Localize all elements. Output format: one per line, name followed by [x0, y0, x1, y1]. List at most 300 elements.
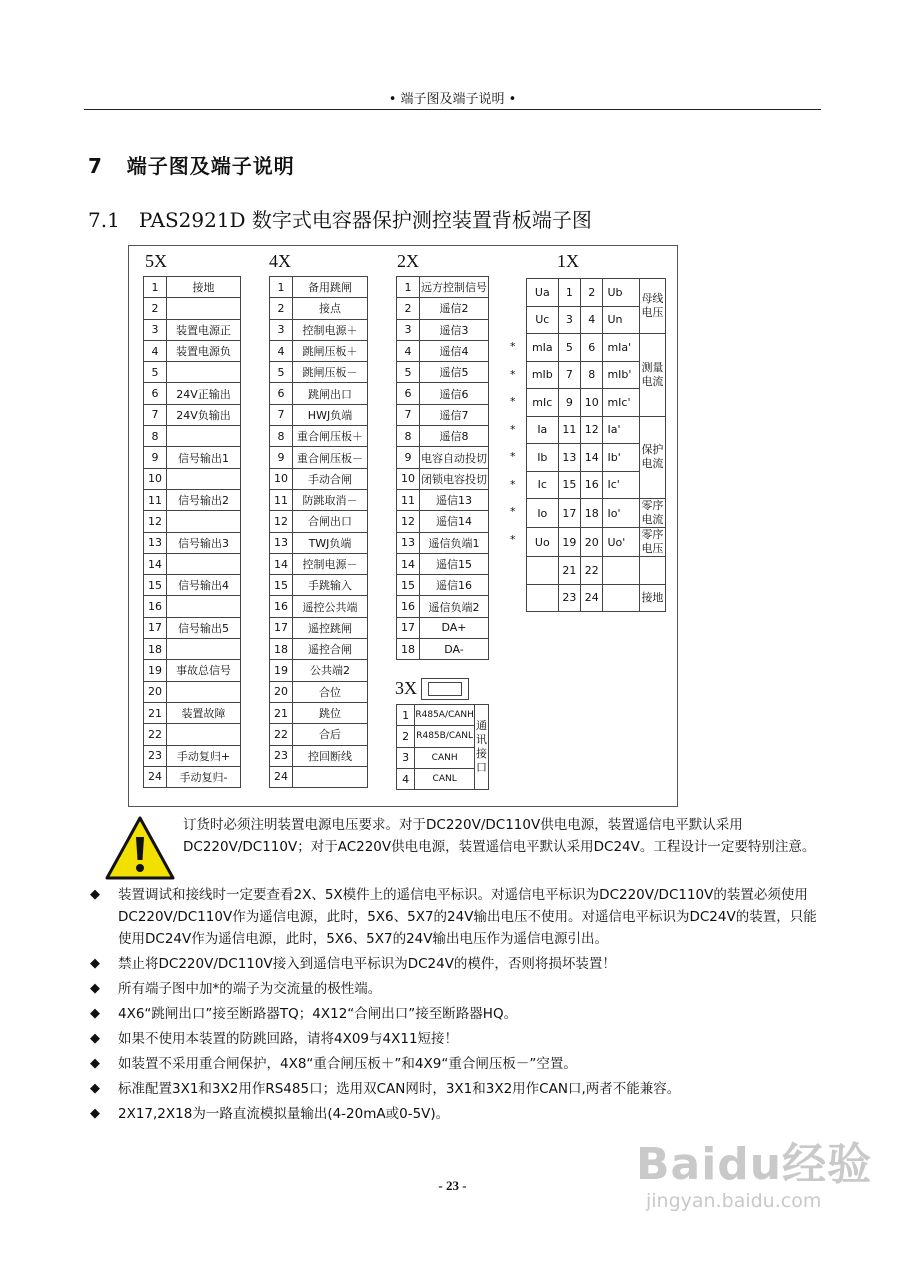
terminal-row	[397, 489, 489, 510]
block-4x-table	[269, 276, 368, 788]
group-label: 测量电流	[639, 334, 665, 417]
terminal-label	[167, 639, 241, 660]
terminal-row	[527, 499, 666, 528]
terminal-label: 遥信7	[420, 404, 489, 425]
terminal-number: 4	[397, 768, 415, 789]
terminal-number: 2	[397, 726, 415, 747]
polarity-star: *	[510, 340, 516, 353]
terminal-label: 合后	[293, 724, 368, 745]
terminal-number: 13	[397, 532, 420, 553]
block-1x-label: 1X	[557, 251, 579, 271]
signal-label	[527, 557, 559, 585]
terminal-row	[270, 511, 368, 532]
terminal-number: 8	[144, 426, 167, 447]
terminal-row	[397, 705, 489, 726]
terminal-number: 17	[397, 617, 420, 638]
signal-label: Io'	[603, 499, 639, 528]
terminal-number: 17	[144, 617, 167, 638]
bullet-diamond-icon: ◆	[90, 1081, 100, 1096]
polarity-star: *	[510, 367, 516, 381]
terminal-row	[144, 383, 241, 404]
signal-label: Ia'	[603, 416, 639, 444]
terminal-row	[397, 553, 489, 574]
terminal-row	[144, 468, 241, 489]
terminal-row	[270, 340, 368, 361]
terminal-number: 13	[144, 532, 167, 553]
terminal-row	[144, 702, 241, 723]
terminal-label: R485B/CANL	[415, 726, 475, 747]
terminal-number: 1	[558, 279, 580, 307]
terminal-number: 17	[558, 499, 580, 528]
terminal-label: HWJ负端	[293, 404, 368, 425]
terminal-label: 重合闸压板－	[293, 447, 368, 468]
polarity-star: *	[510, 505, 516, 518]
terminal-label: 信号输出1	[167, 447, 241, 468]
terminal-label: 跳位	[293, 702, 368, 723]
terminal-number: 23	[144, 745, 167, 766]
bullet-diamond-icon: ◆	[90, 956, 100, 971]
terminal-row	[527, 584, 666, 612]
terminal-number: 2	[397, 298, 420, 319]
signal-label: Ic	[527, 471, 559, 499]
connector-3x-icon	[421, 678, 469, 700]
warning-text: 订货时必须注明装置电源电压要求。对于DC220V/DC110V供电电源，装置遥信电平默认采用DC220V/DC110V；对于AC220V供电电源，装置遥信电平默认采用DC24V。工程设计一定要特别注意。	[183, 817, 816, 855]
terminal-label: 控制电源＋	[293, 319, 368, 340]
terminal-number: 12	[397, 511, 420, 532]
terminal-label: 24V正输出	[167, 383, 241, 404]
terminal-row	[144, 426, 241, 447]
terminal-row	[270, 617, 368, 638]
terminal-label: 信号输出5	[167, 617, 241, 638]
terminal-row	[144, 575, 241, 596]
terminal-number: 14	[581, 444, 603, 472]
terminal-row	[397, 617, 489, 638]
terminal-number: 1	[397, 705, 415, 726]
group-label: 零序电压	[639, 528, 665, 557]
terminal-row	[270, 745, 368, 766]
terminal-label: 遥信负端2	[420, 596, 489, 617]
signal-label: Ib	[527, 444, 559, 472]
note-item	[88, 1103, 828, 1125]
terminal-number: 23	[270, 745, 293, 766]
terminal-label: 遥控公共端	[293, 596, 368, 617]
group-label: 零序电流	[639, 499, 665, 528]
note-item	[88, 1028, 828, 1050]
terminal-number: 11	[144, 489, 167, 510]
terminal-row	[270, 532, 368, 553]
terminal-number: 6	[144, 383, 167, 404]
signal-label: Ic'	[603, 471, 639, 499]
terminal-label: 事故总信号	[167, 660, 241, 681]
terminal-label	[167, 468, 241, 489]
terminal-row	[144, 766, 241, 787]
terminal-label: 电容自动投切	[420, 447, 489, 468]
group-label: 保护电流	[639, 416, 665, 499]
terminal-row	[397, 575, 489, 596]
terminal-row	[144, 660, 241, 681]
terminal-number: 6	[270, 383, 293, 404]
terminal-number: 3	[397, 319, 420, 340]
terminal-row	[270, 660, 368, 681]
terminal-label: 闭锁电容投切	[420, 468, 489, 489]
terminal-number: 6	[581, 334, 603, 362]
terminal-number: 1	[270, 277, 293, 298]
terminal-number: 15	[270, 575, 293, 596]
terminal-number: 15	[144, 575, 167, 596]
terminal-row	[397, 468, 489, 489]
terminal-row	[144, 639, 241, 660]
running-header: • 端子图及端子说明 •	[388, 92, 517, 107]
block-2x-label: 2X	[397, 251, 419, 271]
terminal-label: 合位	[293, 681, 368, 702]
signal-label: mIa'	[603, 334, 639, 362]
terminal-row	[270, 766, 368, 787]
terminal-label	[167, 362, 241, 383]
bullet-diamond-icon: ◆	[90, 887, 100, 902]
terminal-number: 22	[581, 557, 603, 585]
terminal-label: 跳闸出口	[293, 383, 368, 404]
terminal-number: 6	[397, 383, 420, 404]
terminal-label: 24V负输出	[167, 404, 241, 425]
terminal-row	[270, 383, 368, 404]
signal-label: Io	[527, 499, 559, 528]
terminal-number: 9	[558, 389, 580, 417]
terminal-label	[167, 724, 241, 745]
terminal-number: 21	[144, 702, 167, 723]
block-5x-table	[143, 276, 241, 788]
terminal-row	[397, 298, 489, 319]
signal-label: mIa	[527, 334, 559, 362]
terminal-row	[527, 416, 666, 444]
watermark-url: jingyan.baidu.com	[646, 1190, 822, 1212]
polarity-star: *	[510, 395, 516, 408]
terminal-number: 11	[270, 489, 293, 510]
terminal-row	[397, 639, 489, 660]
terminal-number: 14	[397, 553, 420, 574]
terminal-row	[397, 319, 489, 340]
terminal-number: 10	[581, 389, 603, 417]
terminal-number: 5	[270, 362, 293, 383]
terminal-label: 遥信5	[420, 362, 489, 383]
terminal-row	[397, 532, 489, 553]
terminal-row	[397, 426, 489, 447]
terminal-label: 装置电源负	[167, 340, 241, 361]
terminal-number: 20	[144, 681, 167, 702]
terminal-row	[397, 447, 489, 468]
terminal-label: 公共端2	[293, 660, 368, 681]
terminal-number: 13	[270, 532, 293, 553]
terminal-row	[144, 532, 241, 553]
terminal-row	[144, 340, 241, 361]
terminal-label: DA+	[420, 617, 489, 638]
terminal-label: 合闸出口	[293, 511, 368, 532]
note-item	[88, 953, 828, 975]
terminal-number: 16	[144, 596, 167, 617]
note-text: 2X17,2X18为一路直流模拟量输出(4-20mA或0-5V)。	[118, 1106, 450, 1122]
terminal-number: 4	[270, 340, 293, 361]
terminal-label	[167, 681, 241, 702]
terminal-row	[270, 596, 368, 617]
terminal-row	[270, 277, 368, 298]
terminal-row	[144, 511, 241, 532]
block-4x-label: 4X	[269, 251, 291, 271]
page-number: - 23 -	[438, 1178, 467, 1193]
signal-label: Ub	[603, 279, 639, 307]
terminal-label: 信号输出2	[167, 489, 241, 510]
terminal-label	[167, 511, 241, 532]
terminal-row	[527, 528, 666, 557]
terminal-row	[144, 681, 241, 702]
terminal-number: 14	[144, 553, 167, 574]
terminal-number: 3	[397, 747, 415, 768]
terminal-number: 20	[581, 528, 603, 557]
terminal-number: 15	[558, 471, 580, 499]
terminal-number: 16	[581, 471, 603, 499]
watermark-brand: Baidu经验	[636, 1139, 873, 1190]
terminal-label: 跳闸压板＋	[293, 340, 368, 361]
signal-label: Ua	[527, 279, 559, 307]
terminal-label: 遥控合闸	[293, 639, 368, 660]
terminal-number: 3	[558, 306, 580, 334]
terminal-label: 遥信6	[420, 383, 489, 404]
terminal-number: 9	[397, 447, 420, 468]
note-item	[88, 1078, 828, 1100]
note-text: 装置调试和接线时一定要查看2X、5X模件上的遥信电平标识。对遥信电平标识为DC220V/DC110V的装置必须使用DC220V/DC110V作为遥信电源，此时，5X6、5X7的24V输出电压不使用。对遥信电平标识为DC24V的装置，只能使用DC24V作为遥信电源，此时，5X6、5X7的24V输出电压作为遥信电源引出。	[118, 887, 817, 947]
note-text: 4X6“跳闸出口”接至断路器TQ；4X12“合闸出口”接至断路器HQ。	[118, 1006, 518, 1022]
terminal-row	[144, 724, 241, 745]
terminal-number: 24	[581, 584, 603, 612]
bullet-diamond-icon: ◆	[90, 1056, 100, 1071]
terminal-row	[527, 557, 666, 585]
terminal-label: 备用跳闸	[293, 277, 368, 298]
terminal-label	[167, 596, 241, 617]
signal-label: Uo	[527, 528, 559, 557]
terminal-label: 信号输出4	[167, 575, 241, 596]
watermark	[636, 1140, 896, 1260]
terminal-number: 4	[144, 340, 167, 361]
terminal-label: 跳闸压板－	[293, 362, 368, 383]
terminal-number: 12	[270, 511, 293, 532]
signal-label: mIb'	[603, 361, 639, 389]
terminal-row	[397, 383, 489, 404]
terminal-row	[270, 319, 368, 340]
terminal-row	[144, 319, 241, 340]
bullet-diamond-icon: ◆	[90, 1006, 100, 1021]
terminal-number: 7	[558, 361, 580, 389]
signal-label: Uo'	[603, 528, 639, 557]
signal-label	[527, 584, 559, 612]
terminal-label: 信号输出3	[167, 532, 241, 553]
terminal-label: 遥信负端1	[420, 532, 489, 553]
terminal-row	[144, 489, 241, 510]
note-text: 如果不使用本装置的防跳回路，请将4X09与4X11短接！	[118, 1031, 459, 1047]
polarity-star: *	[510, 422, 516, 436]
terminal-number: 9	[270, 447, 293, 468]
note-item	[88, 978, 828, 1000]
terminal-label: 远方控制信号	[420, 277, 489, 298]
note-text: 标准配置3X1和3X2用作RS485口；选用双CAN网时，3X1和3X2用作CAN口,两者不能兼容。	[118, 1081, 681, 1097]
terminal-row	[270, 447, 368, 468]
terminal-number: 19	[270, 660, 293, 681]
terminal-number: 3	[270, 319, 293, 340]
polarity-star: *	[510, 477, 516, 491]
signal-label: Ia	[527, 416, 559, 444]
block-3x-label: 3X	[395, 678, 417, 698]
terminal-diagram	[128, 245, 678, 807]
terminal-number: 23	[558, 584, 580, 612]
group-label	[639, 557, 665, 585]
terminal-number: 5	[397, 362, 420, 383]
terminal-label	[167, 553, 241, 574]
terminal-number: 20	[270, 681, 293, 702]
signal-label: mIc'	[603, 389, 639, 417]
terminal-number: 10	[270, 468, 293, 489]
terminal-number: 5	[144, 362, 167, 383]
terminal-row	[397, 277, 489, 298]
terminal-row	[397, 340, 489, 361]
terminal-number: 21	[558, 557, 580, 585]
terminal-label: 遥信2	[420, 298, 489, 319]
terminal-label: 遥信15	[420, 553, 489, 574]
terminal-number: 24	[270, 766, 293, 787]
terminal-label: 手跳输入	[293, 575, 368, 596]
terminal-number: 1	[397, 277, 420, 298]
terminal-label: TWJ负端	[293, 532, 368, 553]
terminal-row	[527, 279, 666, 307]
terminal-label: DA-	[420, 639, 489, 660]
terminal-row	[397, 596, 489, 617]
terminal-number: 7	[270, 404, 293, 425]
terminal-label: 遥信8	[420, 426, 489, 447]
notes-list	[88, 884, 828, 1128]
terminal-label	[293, 766, 368, 787]
terminal-number: 18	[397, 639, 420, 660]
header-rule	[84, 109, 821, 110]
terminal-label: 遥信16	[420, 575, 489, 596]
terminal-number: 8	[270, 426, 293, 447]
terminal-number: 22	[270, 724, 293, 745]
block-1x-table	[526, 278, 666, 612]
bullet-diamond-icon: ◆	[90, 1031, 100, 1046]
terminal-row	[270, 298, 368, 319]
terminal-label: 重合闸压板＋	[293, 426, 368, 447]
terminal-number: 4	[581, 306, 603, 334]
terminal-number: 18	[581, 499, 603, 528]
group-label: 通讯接口	[474, 705, 488, 790]
terminal-number: 4	[397, 340, 420, 361]
terminal-number: 3	[144, 319, 167, 340]
note-item	[88, 884, 828, 950]
terminal-row	[144, 745, 241, 766]
terminal-row	[270, 553, 368, 574]
terminal-number: 19	[558, 528, 580, 557]
terminal-number: 17	[270, 617, 293, 638]
terminal-number: 12	[144, 511, 167, 532]
terminal-row	[270, 468, 368, 489]
note-text: 所有端子图中加*的端子为交流量的极性端。	[118, 981, 382, 997]
terminal-row	[397, 362, 489, 383]
terminal-label: 装置电源正	[167, 319, 241, 340]
signal-label	[603, 584, 639, 612]
terminal-number: 16	[397, 596, 420, 617]
warning-icon	[104, 815, 176, 881]
terminal-label: 控制电源－	[293, 553, 368, 574]
terminal-row	[144, 277, 241, 298]
terminal-row	[270, 702, 368, 723]
signal-label: mIc	[527, 389, 559, 417]
terminal-label: 遥信13	[420, 489, 489, 510]
block-3x-table	[396, 704, 489, 790]
note-item	[88, 1003, 828, 1025]
terminal-row	[270, 362, 368, 383]
group-label: 接地	[639, 584, 665, 612]
terminal-number: 21	[270, 702, 293, 723]
terminal-number: 7	[144, 404, 167, 425]
terminal-label	[167, 298, 241, 319]
terminal-number: 11	[397, 489, 420, 510]
terminal-number: 18	[270, 639, 293, 660]
terminal-number: 13	[558, 444, 580, 472]
terminal-number: 10	[397, 468, 420, 489]
terminal-number: 2	[270, 298, 293, 319]
terminal-row	[270, 489, 368, 510]
signal-label: Un	[603, 306, 639, 334]
terminal-number: 8	[581, 361, 603, 389]
terminal-number: 2	[144, 298, 167, 319]
terminal-number: 9	[144, 447, 167, 468]
terminal-number: 16	[270, 596, 293, 617]
terminal-label: 接地	[167, 277, 241, 298]
signal-label	[603, 557, 639, 585]
terminal-number: 5	[558, 334, 580, 362]
terminal-row	[270, 426, 368, 447]
terminal-number: 7	[397, 404, 420, 425]
terminal-label: 手动复归+	[167, 745, 241, 766]
terminal-row	[270, 639, 368, 660]
terminal-label: 遥信4	[420, 340, 489, 361]
terminal-row	[270, 404, 368, 425]
terminal-number: 8	[397, 426, 420, 447]
terminal-number: 1	[144, 277, 167, 298]
section-title: 7.1 PAS2921D 数字式电容器保护测控装置背板端子图	[88, 208, 592, 232]
signal-label: Uc	[527, 306, 559, 334]
terminal-number: 22	[144, 724, 167, 745]
terminal-number: 12	[581, 416, 603, 444]
terminal-row	[527, 334, 666, 362]
terminal-number: 14	[270, 553, 293, 574]
terminal-label: 控回断线	[293, 745, 368, 766]
terminal-row	[270, 681, 368, 702]
terminal-row	[144, 298, 241, 319]
terminal-number: 24	[144, 766, 167, 787]
terminal-label: 遥控跳闸	[293, 617, 368, 638]
terminal-row	[144, 596, 241, 617]
terminal-label: 遥信3	[420, 319, 489, 340]
terminal-label: 防跳取消－	[293, 489, 368, 510]
chapter-title: 7 端子图及端子说明	[88, 154, 295, 178]
block-2x-table	[396, 276, 489, 660]
signal-label: Ib'	[603, 444, 639, 472]
terminal-row	[144, 617, 241, 638]
terminal-label: 手动合闸	[293, 468, 368, 489]
terminal-label: 手动复归-	[167, 766, 241, 787]
terminal-row	[144, 404, 241, 425]
terminal-label	[167, 426, 241, 447]
group-label: 母线电压	[639, 279, 665, 334]
terminal-row	[270, 724, 368, 745]
terminal-row	[397, 511, 489, 532]
polarity-star: *	[510, 450, 516, 463]
